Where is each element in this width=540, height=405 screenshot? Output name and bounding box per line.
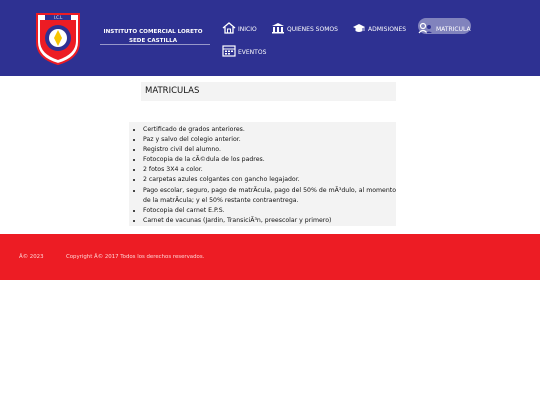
nav-item-matricula[interactable] [418,18,471,34]
requirements-box [129,122,396,226]
institution-icon [271,22,285,34]
calendar-icon [222,44,236,57]
footer-copyright: Copyright Â© 2017 Todos los derechos reservados. [66,254,205,260]
list-item: • 2 carpetas azules colgantes con gancho legajador. [143,175,396,185]
page-title-box [141,82,396,101]
list-item: • Registro civil del alumno. [143,145,396,155]
list-item: • Fotocopia de la cÃ©dula de los padres. [143,155,396,165]
home-icon [222,22,236,34]
nav-item-inicio[interactable] [222,18,257,34]
institution-name-line1: INSTITUTO COMERCIAL LORETO [103,29,203,35]
footer-year: Â© 2023 [19,254,44,260]
list-item: • Certificado de grados anteriores. [143,125,396,135]
nav-item-quienes-somos[interactable] [271,18,338,34]
institution-divider [100,44,210,45]
graduation-cap-icon [352,22,366,34]
school-logo[interactable] [33,8,83,66]
logo-text: I.C.L [53,15,63,20]
list-item: • Paz y salvo del colegio anterior. [143,135,396,145]
site-footer [0,234,540,280]
list-item: • Pago escolar, seguro, pago de matrÃcula, pago del 50% de mÃ³dulo, al momento de la matrÃcula; y el 50% restante contraentrega. [143,186,396,206]
nav-label-quienes-somos: QUIENES SOMOS [287,26,338,33]
nav-label-eventos: EVENTOS [238,49,267,56]
page-title: MATRICULAS [145,86,200,96]
list-item: • Fotocopia del carnet E.P.S. [143,206,396,216]
nav-item-admisiones[interactable] [352,18,406,34]
users-icon [418,22,434,34]
list-item: • 2 fotos 3X4 a color. [143,165,396,175]
institution-name-line2: SEDE CASTILLA [128,38,178,44]
requirements-list [129,122,396,226]
list-item: • Carnet de vacunas (Jardin, TransiciÃ³n, preescolar y primero) [143,216,396,226]
nav-item-eventos[interactable] [222,41,266,57]
site-header [0,0,540,76]
nav-label-admisiones: ADMISIONES [368,26,407,33]
nav-label-inicio: INICIO [238,26,257,33]
nav-label-matricula: MATRICULA [436,26,471,33]
